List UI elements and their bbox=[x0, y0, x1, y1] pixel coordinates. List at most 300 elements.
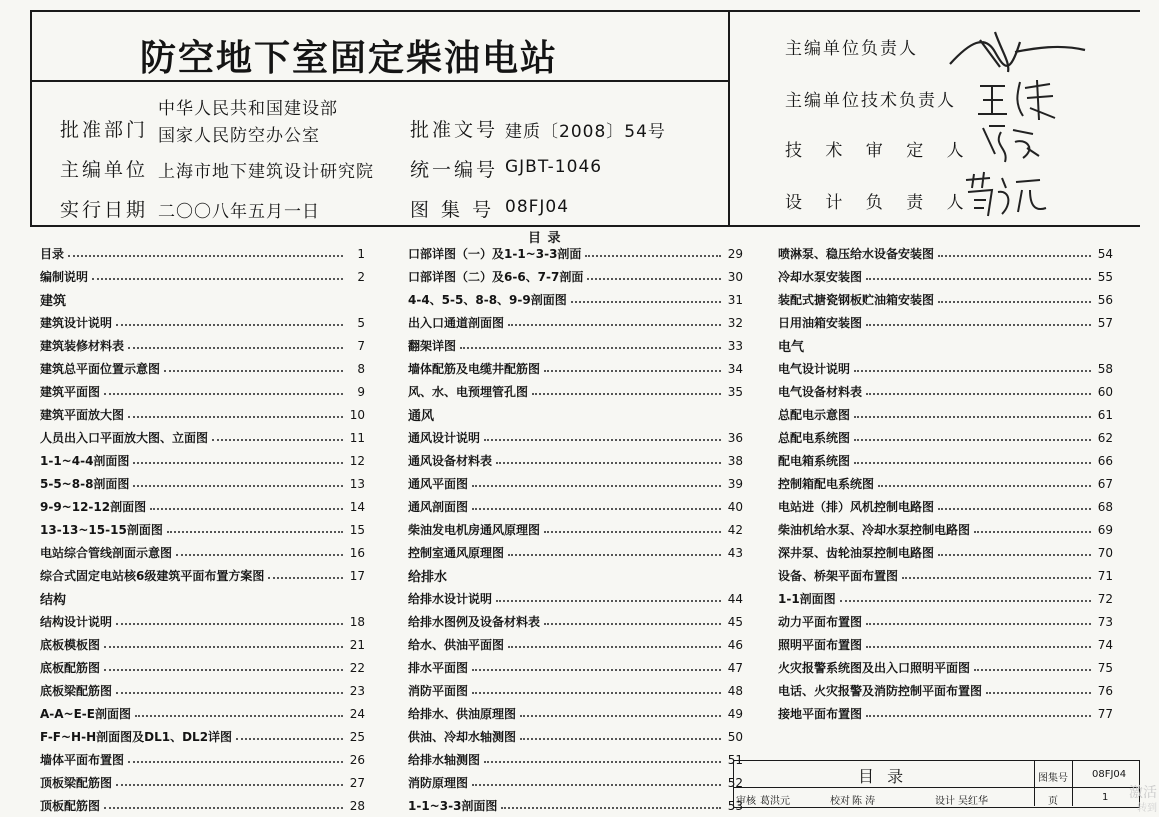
toc-entry-page: 42 bbox=[727, 522, 743, 537]
toc-leader-dots bbox=[878, 485, 1091, 487]
toc-leader-dots bbox=[133, 485, 343, 487]
toc-leader-dots bbox=[508, 324, 721, 326]
toc-entry-title: 编制说明 bbox=[40, 270, 89, 284]
toc-section-heading: 通风 bbox=[408, 409, 435, 424]
toc-entry-page: 54 bbox=[1097, 246, 1113, 261]
toc-entry bbox=[40, 426, 365, 449]
toc-leader-dots bbox=[212, 439, 343, 441]
toc-leader-dots bbox=[92, 278, 343, 280]
toc-entry bbox=[778, 679, 1113, 702]
title-block-atlas-label: 图集号 bbox=[1038, 773, 1068, 784]
toc-leader-dots bbox=[268, 577, 343, 579]
header-left-rule bbox=[30, 10, 32, 225]
toc-entry-page: 77 bbox=[1097, 706, 1113, 721]
approval-doc-label: 批准文号 bbox=[410, 119, 499, 141]
toc-entry bbox=[778, 495, 1113, 518]
toc-entry-page: 67 bbox=[1097, 476, 1113, 491]
toc-entry-page: 7 bbox=[357, 338, 365, 353]
toc-entry bbox=[778, 311, 1113, 334]
toc-entry bbox=[408, 587, 743, 610]
toc-entry bbox=[40, 794, 365, 817]
toc-leader-dots bbox=[520, 738, 721, 740]
toc-entry-title: 综合式固定电站核6级建筑平面布置方案图 bbox=[40, 569, 265, 583]
unified-no-value: GJBT-1046 bbox=[505, 157, 603, 177]
toc-entry-title: 底板梁配筋图 bbox=[40, 684, 113, 698]
toc-entry-page: 30 bbox=[727, 269, 743, 284]
toc-entry bbox=[408, 334, 743, 357]
toc-entry bbox=[408, 656, 743, 679]
header-divider-rule bbox=[728, 10, 730, 225]
toc-entry-title: 消防平面图 bbox=[408, 684, 469, 698]
toc-entry bbox=[778, 426, 1113, 449]
toc-entry-title: 电气设备材料表 bbox=[778, 385, 863, 399]
toc-entry-page: 27 bbox=[349, 775, 365, 790]
toc-entry-page: 34 bbox=[727, 361, 743, 376]
toc-entry-title: 5-5~8-8剖面图 bbox=[40, 477, 130, 491]
toc-entry-title: 总配电系统图 bbox=[778, 431, 851, 445]
toc-entry-title: 建筑平面放大图 bbox=[40, 408, 125, 422]
toc-entry-title: 电话、火灾报警及消防控制平面布置图 bbox=[778, 684, 983, 698]
toc-entry-page: 13 bbox=[349, 476, 365, 491]
toc-leader-dots bbox=[544, 623, 721, 625]
toc-entry-page: 56 bbox=[1097, 292, 1113, 307]
toc-section-heading: 建筑 bbox=[40, 294, 67, 309]
toc-entry-title: 口部详图（一）及1-1~3-3剖面 bbox=[408, 247, 582, 261]
toc-heading: 目 录 bbox=[528, 231, 562, 246]
toc-entry-title: 翻架详图 bbox=[408, 339, 457, 353]
title-block-check-label: 校对 bbox=[830, 796, 850, 807]
toc-leader-dots bbox=[128, 761, 343, 763]
toc-leader-dots bbox=[116, 623, 343, 625]
toc-entry-title: 总配电示意图 bbox=[778, 408, 851, 422]
toc-entry-title: 底板模板图 bbox=[40, 638, 101, 652]
toc-entry-title: 配电箱系统图 bbox=[778, 454, 851, 468]
toc-entry-title: 排水平面图 bbox=[408, 661, 469, 675]
toc-leader-dots bbox=[854, 416, 1091, 418]
toc-entry-page: 46 bbox=[727, 637, 743, 652]
responsible-role-tech-chief: 主编单位技术负责人 bbox=[785, 91, 956, 111]
toc-entry-page: 17 bbox=[349, 568, 365, 583]
toc-entry-title: 控制室通风原理图 bbox=[408, 546, 505, 560]
toc-leader-dots bbox=[484, 761, 721, 763]
toc-entry bbox=[40, 656, 365, 679]
header-bottom-rule bbox=[30, 225, 1140, 227]
toc-entry-title: 出入口通道剖面图 bbox=[408, 316, 505, 330]
toc-entry-page: 55 bbox=[1097, 269, 1113, 284]
toc-entry bbox=[408, 771, 743, 794]
toc-leader-dots bbox=[974, 531, 1091, 533]
toc-entry-title: 给排水轴测图 bbox=[408, 753, 481, 767]
toc-entry bbox=[408, 265, 743, 288]
toc-entry-page: 72 bbox=[1097, 591, 1113, 606]
toc-entry-title: 13-13~15-15剖面图 bbox=[40, 523, 163, 537]
toc-entry-title: 给水、供油平面图 bbox=[408, 638, 505, 652]
toc-entry bbox=[778, 610, 1113, 633]
toc-entry-title: 人员出入口平面放大图、立面图 bbox=[40, 431, 209, 445]
toc-entry bbox=[778, 541, 1113, 564]
watermark-goto: 转到 bbox=[1137, 803, 1157, 814]
toc-entry-title: 消防原理图 bbox=[408, 776, 469, 790]
toc-entry-page: 29 bbox=[727, 246, 743, 261]
title-block-review-name: 葛洪元 bbox=[760, 796, 790, 807]
toc-entry bbox=[408, 748, 743, 771]
toc-leader-dots bbox=[902, 577, 1091, 579]
toc-leader-dots bbox=[854, 462, 1091, 464]
toc-entry-title: 底板配筋图 bbox=[40, 661, 101, 675]
effective-date-value: 二〇〇八年五月一日 bbox=[158, 202, 320, 222]
toc-leader-dots bbox=[164, 370, 343, 372]
toc-entry-title: 1-1剖面图 bbox=[778, 592, 836, 606]
toc-entry-page: 74 bbox=[1097, 637, 1113, 652]
toc-entry bbox=[778, 587, 1113, 610]
toc-leader-dots bbox=[496, 600, 721, 602]
toc-leader-dots bbox=[840, 600, 1091, 602]
toc-leader-dots bbox=[866, 324, 1091, 326]
toc-entry-page: 60 bbox=[1097, 384, 1113, 399]
chief-unit-value: 上海市地下建筑设计研究院 bbox=[158, 162, 374, 182]
toc-entry-page: 52 bbox=[727, 775, 743, 790]
toc-leader-dots bbox=[128, 416, 343, 418]
watermark-activate: 激活 bbox=[1129, 785, 1157, 801]
toc-entry bbox=[40, 679, 365, 702]
toc-entry bbox=[778, 242, 1113, 265]
title-block-page-label: 页 bbox=[1048, 796, 1058, 807]
toc-entry-page: 25 bbox=[349, 729, 365, 744]
title-block-div-1 bbox=[1034, 760, 1035, 806]
toc-entry-page: 51 bbox=[727, 752, 743, 767]
toc-entry-page: 50 bbox=[727, 729, 743, 744]
toc-leader-dots bbox=[508, 646, 721, 648]
toc-entry bbox=[40, 242, 365, 265]
toc-entry-title: 通风设备材料表 bbox=[408, 454, 493, 468]
toc-leader-dots bbox=[866, 278, 1091, 280]
toc-entry-page: 23 bbox=[349, 683, 365, 698]
toc-entry-page: 47 bbox=[727, 660, 743, 675]
toc-entry-title: 墙体配筋及电缆井配筋图 bbox=[408, 362, 541, 376]
toc-entry-title: 建筑装修材料表 bbox=[40, 339, 125, 353]
toc-entry-page: 14 bbox=[349, 499, 365, 514]
toc-entry bbox=[408, 610, 743, 633]
toc-entry-page: 5 bbox=[357, 315, 365, 330]
toc-entry bbox=[408, 794, 743, 817]
approval-dept-line1: 中华人民共和国建设部 bbox=[158, 99, 338, 119]
toc-leader-dots bbox=[938, 255, 1091, 257]
toc-entry-title: 深井泵、齿轮油泵控制电路图 bbox=[778, 546, 935, 560]
toc-entry bbox=[40, 541, 365, 564]
toc-entry-page: 73 bbox=[1097, 614, 1113, 629]
atlas-no-value: 08FJ04 bbox=[505, 197, 570, 217]
toc-entry-title: 1-1~4-4剖面图 bbox=[40, 454, 130, 468]
toc-leader-dots bbox=[484, 439, 721, 441]
toc-leader-dots bbox=[116, 784, 343, 786]
toc-entry bbox=[408, 242, 743, 265]
toc-entry bbox=[40, 518, 365, 541]
toc-entry-page: 16 bbox=[349, 545, 365, 560]
toc-leader-dots bbox=[472, 485, 721, 487]
toc-entry-page: 40 bbox=[727, 499, 743, 514]
toc-entry-title: A-A~E-E剖面图 bbox=[40, 707, 131, 721]
title-block-review-label: 审核 bbox=[736, 796, 756, 807]
toc-leader-dots bbox=[854, 370, 1091, 372]
toc-leader-dots bbox=[104, 646, 343, 648]
toc-entry bbox=[408, 702, 743, 725]
toc-entry bbox=[778, 702, 1113, 725]
toc-entry bbox=[408, 518, 743, 541]
toc-entry-page: 49 bbox=[727, 706, 743, 721]
toc-leader-dots bbox=[571, 301, 721, 303]
signature-reviewer bbox=[975, 118, 1045, 168]
toc-entry-title: 供油、冷却水轴测图 bbox=[408, 730, 517, 744]
toc-entry-title: 设备、桥架平面布置图 bbox=[778, 569, 899, 583]
toc-section-heading: 电气 bbox=[778, 340, 805, 355]
toc-entry-title: 控制箱配电系统图 bbox=[778, 477, 875, 491]
toc-leader-dots bbox=[472, 508, 721, 510]
title-block-name: 目 录 bbox=[858, 767, 908, 786]
header-top-rule bbox=[30, 10, 1140, 12]
toc-entry bbox=[40, 334, 365, 357]
toc-entry-title: 柴油机给水泵、冷却水泵控制电路图 bbox=[778, 523, 971, 537]
toc-entry-title: 电站进（排）风机控制电路图 bbox=[778, 500, 935, 514]
toc-entry-title: 给排水图例及设备材料表 bbox=[408, 615, 541, 629]
toc-entry bbox=[408, 633, 743, 656]
toc-entry-page: 61 bbox=[1097, 407, 1113, 422]
toc-entry-page: 33 bbox=[727, 338, 743, 353]
toc-leader-dots bbox=[938, 301, 1091, 303]
toc-leader-dots bbox=[585, 255, 721, 257]
toc-entry-page: 62 bbox=[1097, 430, 1113, 445]
toc-leader-dots bbox=[544, 370, 721, 372]
toc-entry bbox=[40, 702, 365, 725]
toc-entry-page: 2 bbox=[357, 269, 365, 284]
toc-leader-dots bbox=[176, 554, 343, 556]
toc-entry-page: 15 bbox=[349, 522, 365, 537]
toc-entry-page: 32 bbox=[727, 315, 743, 330]
toc-entry-title: 顶板梁配筋图 bbox=[40, 776, 113, 790]
title-block-design-label: 设计 bbox=[935, 796, 955, 807]
toc-entry-title: 目录 bbox=[40, 247, 65, 261]
toc-entry-page: 66 bbox=[1097, 453, 1113, 468]
toc-entry-page: 24 bbox=[349, 706, 365, 721]
toc-entry-page: 36 bbox=[727, 430, 743, 445]
toc-leader-dots bbox=[133, 462, 343, 464]
toc-leader-dots bbox=[986, 692, 1091, 694]
toc-entry-page: 22 bbox=[349, 660, 365, 675]
toc-entry bbox=[408, 725, 743, 748]
toc-entry-page: 75 bbox=[1097, 660, 1113, 675]
signature-tech-chief bbox=[975, 74, 1065, 124]
toc-entry-page: 21 bbox=[349, 637, 365, 652]
toc-leader-dots bbox=[866, 646, 1091, 648]
toc-entry-page: 69 bbox=[1097, 522, 1113, 537]
toc-entry-title: 照明平面布置图 bbox=[778, 638, 863, 652]
title-block-page-value: 1 bbox=[1102, 792, 1109, 803]
chief-unit-label: 主编单位 bbox=[60, 159, 149, 181]
toc-leader-dots bbox=[520, 715, 721, 717]
toc-entry bbox=[40, 495, 365, 518]
toc-entry-page: 44 bbox=[727, 591, 743, 606]
responsible-role-chief-unit: 主编单位负责人 bbox=[785, 39, 918, 59]
toc-leader-dots bbox=[866, 393, 1091, 395]
toc-entry-title: 通风平面图 bbox=[408, 477, 469, 491]
toc-entry bbox=[408, 472, 743, 495]
toc-leader-dots bbox=[938, 508, 1091, 510]
toc-entry-page: 48 bbox=[727, 683, 743, 698]
responsible-role-reviewer: 技 术 审 定 人 bbox=[785, 141, 973, 161]
toc-leader-dots bbox=[587, 278, 721, 280]
toc-entry-title: 墙体平面布置图 bbox=[40, 753, 125, 767]
title-block-check-name: 陈 涛 bbox=[852, 796, 876, 807]
approval-doc-value: 建质〔2008〕54号 bbox=[505, 122, 666, 142]
toc-entry bbox=[40, 748, 365, 771]
toc-leader-dots bbox=[104, 669, 343, 671]
toc-entry-title: 冷却水泵安装图 bbox=[778, 270, 863, 284]
toc-entry-title: 建筑平面图 bbox=[40, 385, 101, 399]
toc-section-heading: 结构 bbox=[40, 593, 67, 608]
toc-entry bbox=[40, 380, 365, 403]
title-block-mid-rule bbox=[733, 787, 1138, 788]
toc-entry-page: 31 bbox=[727, 292, 743, 307]
toc-entry bbox=[40, 633, 365, 656]
toc-entry-title: 动力平面布置图 bbox=[778, 615, 863, 629]
toc-leader-dots bbox=[472, 669, 721, 671]
toc-entry bbox=[778, 472, 1113, 495]
toc-entry bbox=[408, 380, 743, 403]
toc-entry-title: 电站综合管线剖面示意图 bbox=[40, 546, 173, 560]
toc-entry-page: 8 bbox=[357, 361, 365, 376]
toc-entry-title: 火灾报警系统图及出入口照明平面图 bbox=[778, 661, 971, 675]
toc-leader-dots bbox=[866, 715, 1091, 717]
toc-entry-page: 43 bbox=[727, 545, 743, 560]
toc-entry bbox=[778, 357, 1113, 380]
toc-leader-dots bbox=[472, 784, 721, 786]
toc-entry-title: 建筑设计说明 bbox=[40, 316, 113, 330]
toc-entry-page: 12 bbox=[349, 453, 365, 468]
toc-leader-dots bbox=[128, 347, 343, 349]
toc-entry-page: 26 bbox=[349, 752, 365, 767]
toc-leader-dots bbox=[150, 508, 343, 510]
toc-entry bbox=[40, 265, 365, 288]
toc-entry bbox=[778, 449, 1113, 472]
toc-entry-title: 结构设计说明 bbox=[40, 615, 113, 629]
toc-entry bbox=[40, 449, 365, 472]
toc-leader-dots bbox=[167, 531, 343, 533]
toc-entry bbox=[778, 633, 1113, 656]
toc-entry-page: 35 bbox=[727, 384, 743, 399]
toc-entry-title: 喷淋泵、稳压给水设备安装图 bbox=[778, 247, 935, 261]
toc-entry bbox=[40, 311, 365, 334]
toc-entry-page: 39 bbox=[727, 476, 743, 491]
toc-leader-dots bbox=[104, 393, 343, 395]
toc-leader-dots bbox=[116, 324, 343, 326]
toc-entry bbox=[408, 679, 743, 702]
toc-entry-title: 通风设计说明 bbox=[408, 431, 481, 445]
toc-entry-title: F-F~H-H剖面图及DL1、DL2详图 bbox=[40, 730, 233, 744]
toc-leader-dots bbox=[532, 393, 721, 395]
approval-dept-label: 批准部门 bbox=[60, 119, 149, 141]
toc-entry-title: 接地平面布置图 bbox=[778, 707, 863, 721]
signature-chief-unit bbox=[940, 22, 1090, 82]
toc-leader-dots bbox=[854, 439, 1091, 441]
toc-entry bbox=[408, 541, 743, 564]
toc-entry-title: 1-1~3-3剖面图 bbox=[408, 799, 498, 813]
toc-entry-title: 电气设计说明 bbox=[778, 362, 851, 376]
toc-entry-page: 10 bbox=[349, 407, 365, 422]
approval-dept-line2: 国家人民防空办公室 bbox=[158, 126, 320, 146]
toc-entry-page: 28 bbox=[349, 798, 365, 813]
toc-leader-dots bbox=[460, 347, 721, 349]
toc-entry-page: 9 bbox=[357, 384, 365, 399]
toc-entry-title: 口部详图（二）及6-6、7-7剖面 bbox=[408, 270, 584, 284]
toc-entry bbox=[40, 725, 365, 748]
toc-entry bbox=[408, 449, 743, 472]
toc-entry bbox=[778, 265, 1113, 288]
toc-entry-title: 给排水、供油原理图 bbox=[408, 707, 517, 721]
toc-entry-page: 58 bbox=[1097, 361, 1113, 376]
toc-entry bbox=[408, 357, 743, 380]
toc-entry bbox=[778, 403, 1113, 426]
toc-entry-title: 风、水、电预埋管孔图 bbox=[408, 385, 529, 399]
effective-date-label: 实行日期 bbox=[60, 199, 149, 221]
toc-entry-page: 1 bbox=[357, 246, 365, 261]
toc-leader-dots bbox=[974, 669, 1091, 671]
toc-entry-title: 建筑总平面位置示意图 bbox=[40, 362, 161, 376]
toc-entry bbox=[40, 610, 365, 633]
atlas-no-label: 图 集 号 bbox=[410, 199, 495, 221]
toc-entry-title: 装配式搪瓷钢板贮油箱安装图 bbox=[778, 293, 935, 307]
toc-entry-title: 柴油发电机房通风原理图 bbox=[408, 523, 541, 537]
toc-entry bbox=[40, 564, 365, 587]
toc-entry bbox=[40, 403, 365, 426]
toc-leader-dots bbox=[472, 692, 721, 694]
toc-entry-page: 53 bbox=[727, 798, 743, 813]
toc-entry-title: 4-4、5-5、8-8、9-9剖面图 bbox=[408, 293, 567, 307]
toc-leader-dots bbox=[116, 692, 343, 694]
unified-no-label: 统一编号 bbox=[410, 159, 499, 181]
toc-leader-dots bbox=[236, 738, 343, 740]
toc-entry bbox=[408, 495, 743, 518]
toc-entry-page: 76 bbox=[1097, 683, 1113, 698]
title-block-design-name: 吴红华 bbox=[958, 796, 988, 807]
toc-entry-page: 18 bbox=[349, 614, 365, 629]
toc-entry bbox=[778, 518, 1113, 541]
toc-entry-title: 9-9~12-12剖面图 bbox=[40, 500, 147, 514]
toc-entry-title: 通风剖面图 bbox=[408, 500, 469, 514]
toc-leader-dots bbox=[508, 554, 721, 556]
toc-entry-page: 57 bbox=[1097, 315, 1113, 330]
title-block-div-2 bbox=[1072, 760, 1073, 806]
toc-entry-page: 11 bbox=[349, 430, 365, 445]
toc-entry-page: 71 bbox=[1097, 568, 1113, 583]
toc-entry-title: 日用油箱安装图 bbox=[778, 316, 863, 330]
signature-design-lead bbox=[960, 168, 1050, 223]
toc-entry bbox=[40, 472, 365, 495]
toc-entry-title: 给排水设计说明 bbox=[408, 592, 493, 606]
responsible-role-design-lead: 设 计 负 责 人 bbox=[785, 193, 973, 213]
toc-section-heading: 给排水 bbox=[408, 570, 448, 585]
toc-leader-dots bbox=[496, 462, 721, 464]
toc-entry bbox=[778, 656, 1113, 679]
toc-leader-dots bbox=[544, 531, 721, 533]
toc-entry bbox=[778, 564, 1113, 587]
toc-entry-page: 45 bbox=[727, 614, 743, 629]
toc-entry-page: 70 bbox=[1097, 545, 1113, 560]
toc-leader-dots bbox=[938, 554, 1091, 556]
toc-entry bbox=[408, 288, 743, 311]
toc-leader-dots bbox=[68, 255, 343, 257]
title-block-atlas-value: 08FJ04 bbox=[1092, 769, 1127, 780]
toc-entry bbox=[408, 311, 743, 334]
toc-entry bbox=[40, 357, 365, 380]
